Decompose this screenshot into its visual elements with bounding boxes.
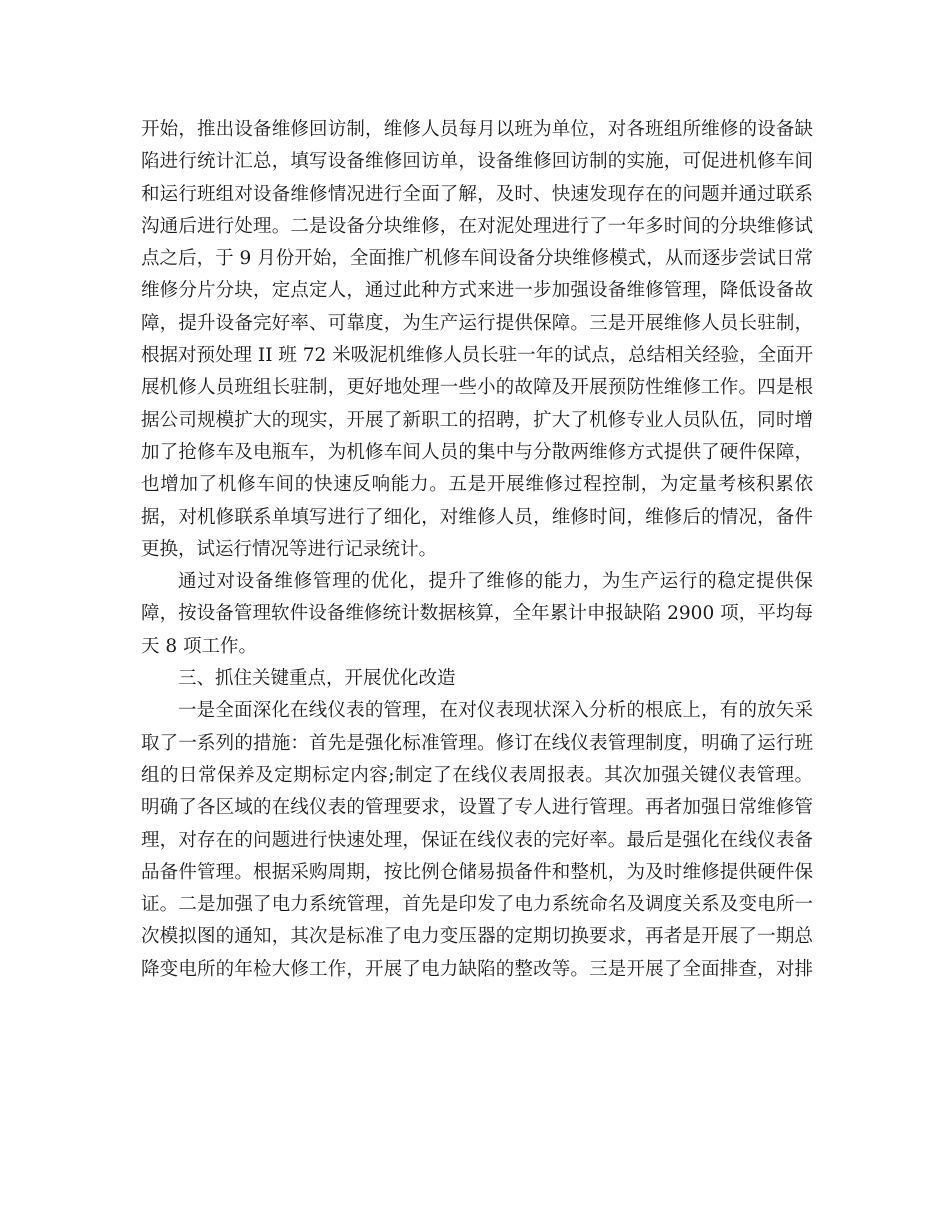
text-line: 根据对预处理 II 班 72 米吸泥机维修人员长驻一年的试点，总结相关经验，全面开 [141,345,813,367]
text-line: 障，按设备管理软件设备维修统计数据核算，全年累计申报缺陷 2900 项，平均每 [141,603,813,625]
text-line: 品备件管理。根据采购周期，按比例仓储易损备件和整机，为及时维修提供硬件保 [141,861,813,883]
text-line: 三、抓住关键重点，开展优化改造 [178,668,456,690]
text-line: 据，对机修联系单填写进行了细化，对维修人员，维修时间，维修后的情况，备件 [141,506,813,528]
text-line: 组的日常保养及定期标定内容;制定了在线仪表周报表。其次加强关键仪表管理。 [141,764,813,786]
text-line: 降变电所的年检大修工作，开展了电力缺陷的整改等。三是开展了全面排查，对排 [141,958,813,980]
text-line: 开始，推出设备维修回访制，维修人员每月以班为单位，对各班组所维修的设备缺 [141,119,813,140]
text-line: 天 8 项工作。 [141,635,258,657]
text-line: 证。二是加强了电力系统管理，首先是印发了电力系统命名及调度关系及变电所一 [141,894,813,916]
text-line: 维修分片分块，定点定人，通过此种方式来进一步加强设备维修管理，降低设备故 [141,280,813,302]
text-line: 障，提升设备完好率、可靠度，为生产运行提供保障。三是开展维修人员长驻制， [141,312,813,334]
text-line: 更换，试运行情况等进行记录统计。 [141,538,438,560]
text-line: 明确了各区域的在线仪表的管理要求，设置了专人进行管理。再者加强日常维修管 [141,797,813,819]
document-page [141,114,813,986]
text-line: 取了一系列的措施：首先是强化标准管理。修订在线仪表管理制度，明确了运行班 [141,732,813,754]
text-line: 沟通后进行处理。二是设备分块维修，在对泥处理进行了一年多时间的分块维修试 [141,215,813,237]
text-line: 展机修人员班组长驻制，更好地处理一些小的故障及开展预防性维修工作。四是根 [141,377,813,399]
text-line: 通过对设备维修管理的优化，提升了维修的能力，为生产运行的稳定提供保 [178,571,813,593]
text-line: 陷进行统计汇总，填写设备维修回访单，设备维修回访制的实施，可促进机修车间 [141,151,813,173]
text-line: 一是全面深化在线仪表的管理，在对仪表现状深入分析的根底上，有的放矢采 [178,700,813,722]
text-line: 加了抢修车及电瓶车，为机修车间人员的集中与分散两维修方式提供了硬件保障， [141,441,813,463]
text-line: 和运行班组对设备维修情况进行全面了解，及时、快速发现存在的问题并通过联系 [141,183,813,205]
text-line: 点之后，于 9 月份开始，全面推广机修车间设备分块维修模式，从而逐步尝试日常 [141,248,813,270]
text-line: 理，对存在的问题进行快速处理，保证在线仪表的完好率。最后是强化在线仪表备 [141,829,813,851]
text-line: 也增加了机修车间的快速反响能力。五是开展维修过程控制，为定量考核积累依 [141,474,813,496]
text-line: 据公司规模扩大的现实，开展了新职工的招聘，扩大了机修专业人员队伍，同时增 [141,409,813,431]
text-line: 次模拟图的通知，其次是标准了电力变压器的定期切换要求，再者是开展了一期总 [141,926,813,948]
